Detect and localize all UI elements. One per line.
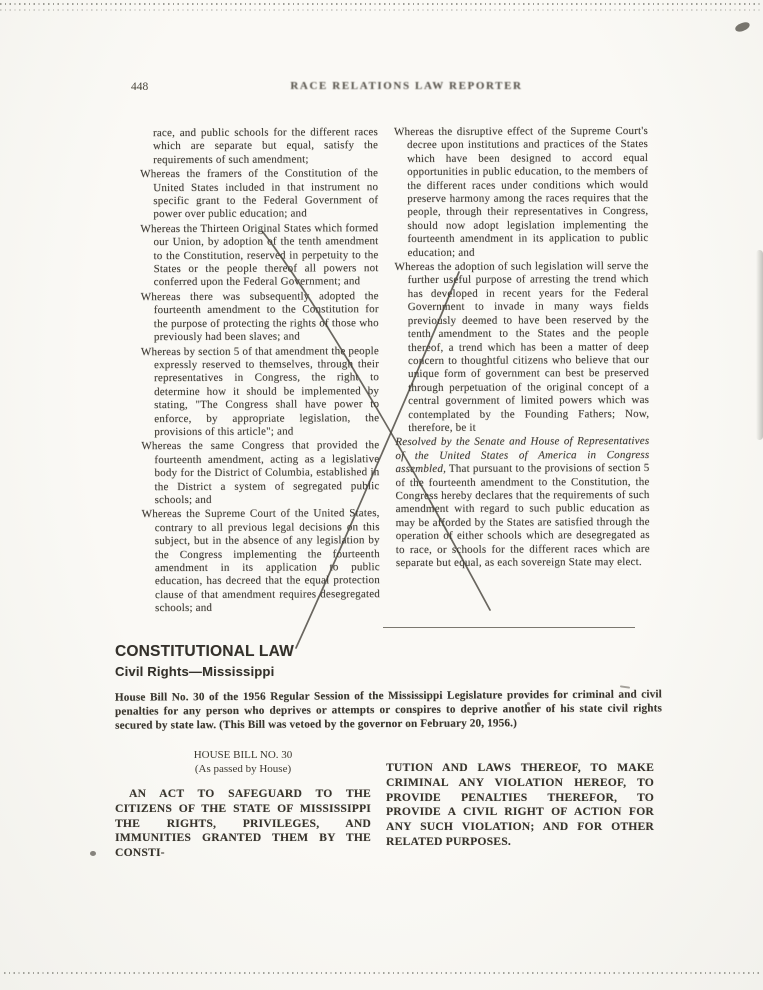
act-right-column [386, 744, 654, 861]
whereas-paragraph: Whereas by section 5 of that amendment the people expressly reserved to themselves, through their representatives in Congress, the right to determine how it should be implemented by stating, "The Congress shall have power to enforce, by appropriate legislation, the provisions of this article"; and [140, 344, 380, 439]
resolved-clause-rest: That pursuant to the provisions of section 5 of the fourteenth amendment to the Constitution, the Congress hereby declares that the requirements of such amendment with regard to such public education as may be afforded by the States are satisfied through the operation of either schools which are desegregated as to race, or schools for the different races which are separate but equal, as each sovereign State may elect. [395, 462, 650, 570]
whereas-paragraph: Whereas there was subsequently adopted the fourteenth amendment to the Constitution for the purpose of protecting the rights of those who previously had been slaves; and [140, 289, 379, 344]
body-columns [140, 125, 663, 617]
resolved-clause-italic: Resolved by the Senate and House of Representatives of the United States of America in Congress assembled, [395, 435, 650, 476]
act-columns [115, 744, 662, 861]
constitutional-law-article [115, 643, 662, 861]
continuation-paragraph: race, and public schools for the different races which are separate but equal, satisfy the requirements of such amendment; [152, 126, 379, 166]
scan-perforation-dots-bottom [4, 972, 759, 974]
printed-area [115, 0, 662, 861]
whereas-paragraph: Whereas the Supreme Court of the United States, contrary to all previous legal decisions on this subject, but in the absence of any legislation by the Congress implementing the fourteenth amendment in its application to public education, has decreed that the equal protection clause of that amendment requires desegregated schools; and [141, 507, 380, 615]
bill-heading [115, 749, 371, 776]
whereas-paragraph: Whereas the Thirteen Original States which formed our Union, by adoption of the tenth amendment to the Constitution, reserved in perpetuity to the States or the people thereof all powers not conferred upon the Federal Government; and [140, 221, 379, 289]
whereas-paragraph: Whereas the framers of the Constitution of the United States included in that instrument no specific grant to the Federal Government of power over public education; and [140, 167, 379, 221]
ink-speck [90, 851, 96, 856]
running-head-title: RACE RELATIONS LAW REPORTER [290, 80, 523, 92]
whereas-paragraph: Whereas the disruptive effect of the Supreme Court's decree upon institutions and practices of the States which have been designed to accord equal opportunities in public education, to the members of the different races under conditions which would preserve harmony among the races requires that the people, through their representatives in Congress, should now adopt legislation implementing the fourteenth amendment in its application to public education; and [393, 124, 649, 259]
bill-number: HOUSE BILL NO. 30 [193, 749, 293, 762]
whereas-paragraph: Whereas the same Congress that provided the fourteenth amendment, acting as a legislative body for the District of Columbia, established in the District a system of segregated public schools; and [141, 439, 380, 507]
section-separator-rule [383, 627, 635, 628]
resolved-paragraph [395, 435, 650, 570]
left-column [140, 126, 380, 617]
whereas-paragraph: Whereas the adoption of such legislation will serve the further useful purpose of arresting the trend which has developed in recent years for the Federal Government to invade in many ways fields previously deemed to have been reserved by the tenth amendment to the States and the people thereof, a trend which has been a matter of deep concern to thoughtful citizens who believe that our unique form of government can best be preserved through perpetuation of the original concept of a central government of limited powers which was contemplated by the Founding Fathers; Now, therefore, be it [394, 259, 650, 434]
scan-edge-smudge [756, 250, 763, 440]
act-title-left: AN ACT TO SAFEGUARD TO THE CITIZENS OF THE STATE OF MISSISSIPPI THE RIGHTS, PRIVILEGES, AND IMMUNITIES GRANTED THEM BY THE CONSTI- [115, 787, 371, 860]
ink-blot-corner [734, 21, 751, 33]
bill-note: (As passed by House) [194, 762, 292, 775]
right-column [394, 125, 650, 616]
section-subheading: Civil Rights—Mississippi [115, 663, 275, 679]
act-title-right: TUTION AND LAWS THEREOF, TO MAKE CRIMINAL ANY VIOLATION HEREOF, TO PROVIDE PENALTIES THEREFOR, TO PROVIDE A CIVIL RIGHT OF ACTION FOR ANY SUCH VIOLATION; AND FOR OTHER RELATED PURPOSES. [386, 761, 654, 848]
page-number: 448 [131, 81, 149, 93]
page-header [115, 80, 662, 95]
section-heading: CONSTITUTIONAL LAW [115, 642, 294, 660]
headnote-paragraph: House Bill No. 30 of the 1956 Regular Session of the Mississippi Legislature provides for criminal and civil penalties for any person who deprives or attempts or conspires to deprive another of his state civil rights secured by state law. (This Bill was vetoed by the governor on February 20, 1956.) [114, 687, 663, 732]
act-left-column [115, 744, 371, 861]
